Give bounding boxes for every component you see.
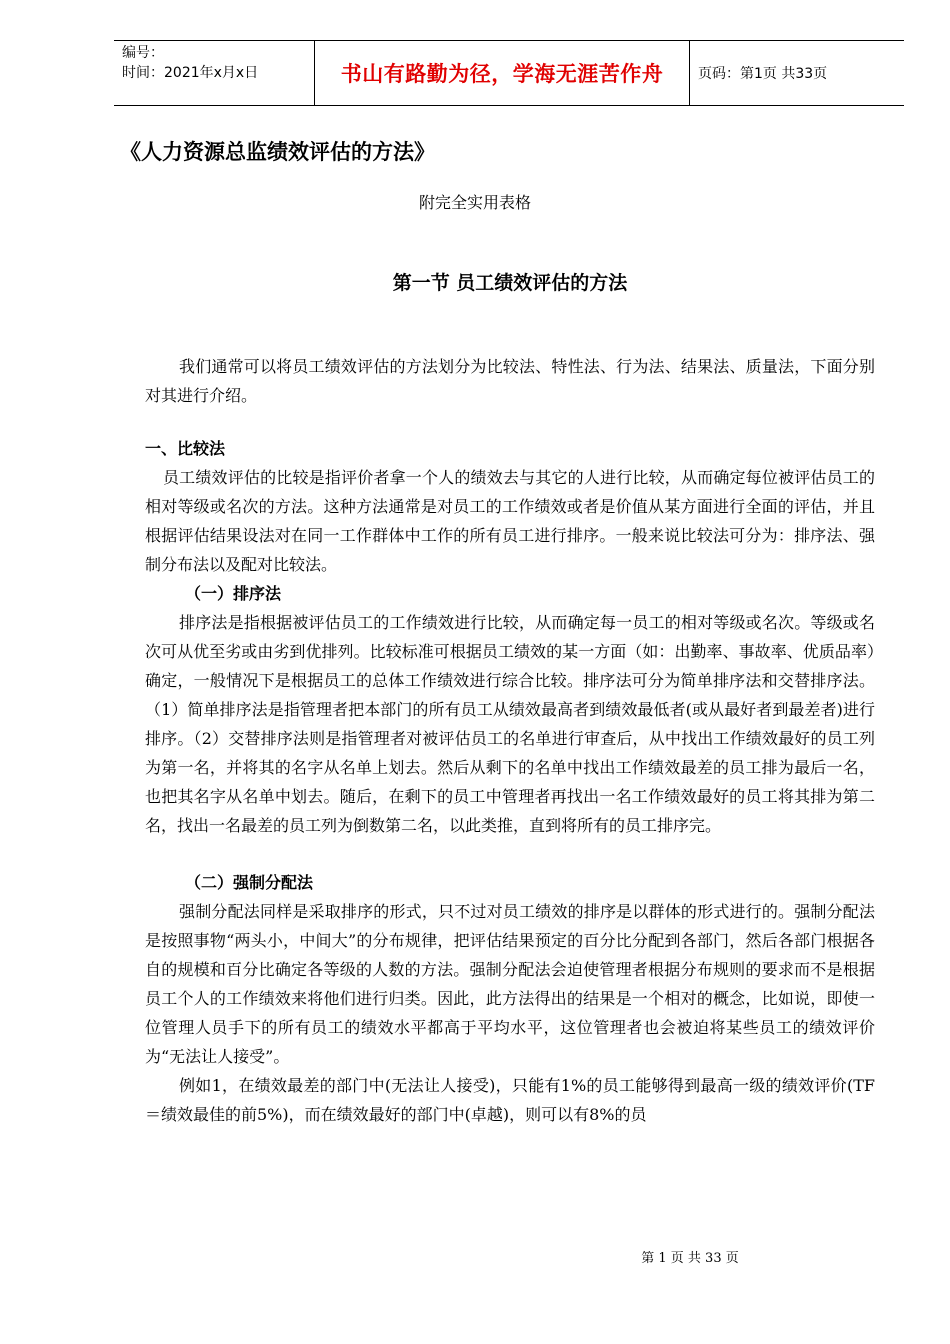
forced-distribution-paragraph: 强制分配法同样是采取排序的形式，只不过对员工绩效的排序是以群体的形式进行的。强制分配法是按照事物“两头小，中间大”的分布规律，把评估结果预定的百分比分配到各部门，然后各部门根据各自的规模和百分比确定各等级的人数的方法。强制分配法会迫使管理者根据分布规则的要求而不是根据员工个人的工作绩效来将他们进行归类。因此，此方法得出的结果是一个相对的概念，比如说，即使一位管理人员手下的所有员工的绩效水平都高于平均水平，这位管理者也会被迫将某些员工的绩效评价为“无法让人接受”。 [145,902,875,1066]
header-motto: 书山有路勤为径，学海无涯苦作舟 [315,41,690,105]
header-page-label: 页码：第1页 共33页 [698,66,828,82]
number-label: 编号： [122,45,164,61]
section-title: 第一节 员工绩效评估的方法 [392,272,628,294]
document-subtitle: 附完全实用表格 [418,193,531,212]
time-label: 时间：2021年x月x日 [122,65,259,81]
example-paragraph: 例如1，在绩效最差的部门中(无法让人接受)，只能有1%的员工能够得到最高一级的绩效评价(TF＝绩效最佳的前5%)，而在绩效最好的部门中(卓越)，则可以有8%的员 [145,1076,875,1124]
heading-forced-distribution: （二）强制分配法 [185,873,314,892]
heading-comparison-method: 一、比较法 [145,439,226,458]
header-table [114,40,904,106]
heading-ranking-method: （一）排序法 [185,584,282,603]
document-body [145,352,875,1129]
intro-paragraph: 我们通常可以将员工绩效评估的方法划分为比较法、特性法、行为法、结果法、质量法，下面分别对其进行介绍。 [145,357,875,405]
page-footer: 第 1 页 共 33 页 [641,1251,739,1266]
comparison-paragraph: 员工绩效评估的比较是指评价者拿一个人的绩效去与其它的人进行比较，从而确定每位被评估员工的相对等级或名次的方法。这种方法通常是对员工的工作绩效或者是价值从某方面进行全面的评估，并且根据评估结果设法对在同一工作群体中工作的所有员工进行排序。一般来说比较法可分为：排序法、强制分布法以及配对比较法。 [145,468,875,574]
ranking-paragraph: 排序法是指根据被评估员工的工作绩效进行比较，从而确定每一员工的相对等级或名次。等级或名次可从优至劣或由劣到优排列。比较标准可根据员工绩效的某一方面（如：出勤率、事故率、优质品率）确定，一般情况下是根据员工的总体工作绩效进行综合比较。排序法可分为简单排序法和交替排序法。（1）简单排序法是指管理者把本部门的所有员工从绩效最高者到绩效最低者(或从最好者到最差者)进行排序。（2）交替排序法则是指管理者对被评估员工的名单进行审查后，从中找出工作绩效最好的员工列为第一名，并将其的名字从名单上划去。然后从剩下的名单中找出工作绩效最差的员工排为最后一名，也把其名字从名单中划去。随后，在剩下的员工中管理者再找出一名工作绩效最好的员工将其排为第二名，找出一名最差的员工列为倒数第二名，以此类推，直到将所有的员工排序完。 [145,613,875,835]
document-title: 《人力资源总监绩效评估的方法》 [120,140,435,164]
header-meta-cell [114,41,315,105]
